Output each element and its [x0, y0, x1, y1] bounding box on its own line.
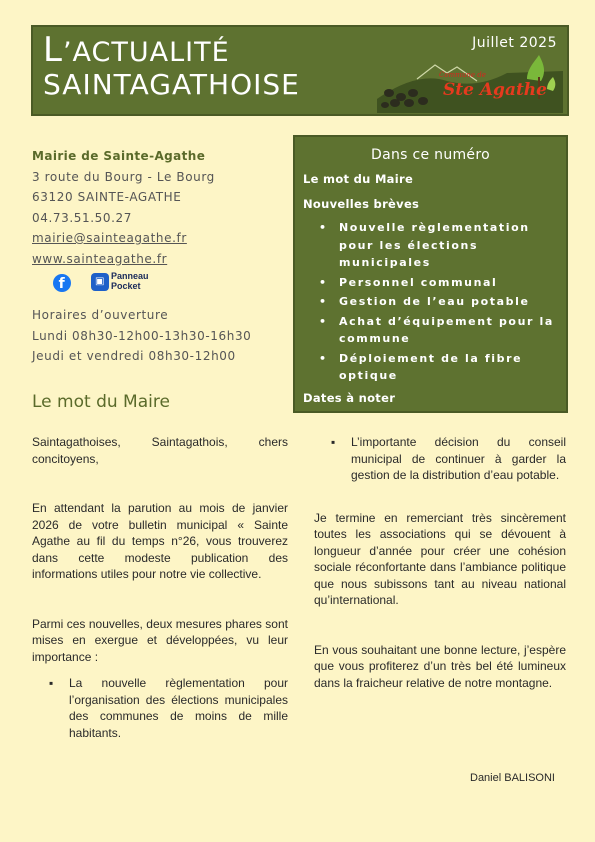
contact-block: [32, 146, 282, 367]
signature: Daniel BALISONI: [470, 772, 555, 784]
toc-item-mot: Le mot du Maire: [303, 172, 414, 186]
toc-bullet: • Nouvelle règlementation pour les élections municipales: [319, 221, 530, 269]
toc-bullet: • Personnel communal: [319, 275, 498, 289]
hours-monday: Lundi 08h30-12h00-13h30-16h30: [32, 328, 252, 343]
panneau-pocket-label: Panneau Pocket: [111, 271, 149, 291]
bullet-elections: ▪ La nouvelle règlementation pour l’organisation des élections municipales des communes de moins de mille habitants.: [49, 676, 288, 740]
hours-title: Horaires d’ouverture: [32, 308, 169, 322]
paragraph-3: Je termine en remerciant très sincèrement toutes les associations qui se dévouent à longueur d’année pour créer une cohésion sociale réconfortante dans l’ambiance politique que nous subissons tant au niveau national qu’international.: [314, 510, 566, 607]
toc-bullet: • Gestion de l’eau potable: [319, 295, 530, 308]
phone: 04.73.51.50.27: [32, 210, 133, 225]
toc-item-nouvelles: Nouvelles brèves: [303, 197, 420, 211]
article-heading: Le mot du Maire: [32, 392, 170, 412]
article-right-column: [314, 434, 566, 691]
toc-bullet: • Déploiement de la fibre optique: [319, 351, 523, 382]
toc-item-dates: Dates à noter: [303, 390, 396, 405]
toc-bullet: • Achat d’équipement pour la commune: [319, 314, 554, 345]
panneau-pocket-icon: ▣: [91, 273, 109, 291]
paragraph-4: En vous souhaitant une bonne lecture, j’espère que vous profiterez d’un très bel été lumineux dans la fraicheur relative de notre montagne.: [314, 642, 566, 690]
website-link[interactable]: www.sainteagathe.fr: [32, 251, 168, 266]
address-line2: 63120 SAINTE-AGATHE: [32, 190, 182, 204]
facebook-icon[interactable]: f: [53, 274, 71, 292]
panneau-pocket-badge[interactable]: [91, 271, 155, 295]
toc-title: Dans ce numéro: [371, 147, 490, 163]
logo-name: Ste Agathe: [443, 80, 547, 100]
paragraph-1: En attendant la parution au mois de janvier 2026 de votre bulletin municipal « Sainte Agathe au fil du temps n°26, vous trouverez dans cette modeste publication des informations utiles pour notre vie collective.: [32, 501, 288, 581]
title-line1: ’ACTUALITÉ: [62, 37, 230, 68]
mairie-name: Mairie de Sainte-Agathe: [32, 149, 206, 163]
bullet-eau: ▪ L’importante décision du conseil municipal de continuer à garder la gestion de la distribution d’eau potable.: [331, 435, 566, 482]
newsletter-title: [43, 30, 300, 101]
title-line2: SAINTAGATHOISE: [43, 68, 300, 101]
address-line1: 3 route du Bourg - Le Bourg: [32, 169, 215, 184]
toc-bullet-list: [295, 219, 566, 385]
issue-date: Juillet 2025: [472, 35, 557, 51]
social-links: [32, 271, 282, 301]
logo-small-text: Commune de: [439, 71, 486, 79]
commune-logo: [377, 51, 563, 113]
article-left-column: [32, 434, 288, 741]
hours-thu-fri: Jeudi et vendredi 08h30-12h00: [32, 349, 236, 363]
table-of-contents: [293, 135, 568, 413]
paragraph-2: Parmi ces nouvelles, deux mesures phares sont mises en exergue et développées, vu leur importance :: [32, 616, 288, 664]
greeting: Saintagathoises, Saintagathois, chers concitoyens,: [32, 435, 288, 466]
masthead: [31, 25, 569, 116]
title-initial: L: [43, 30, 63, 70]
email-link[interactable]: mairie@sainteagathe.fr: [32, 231, 187, 245]
